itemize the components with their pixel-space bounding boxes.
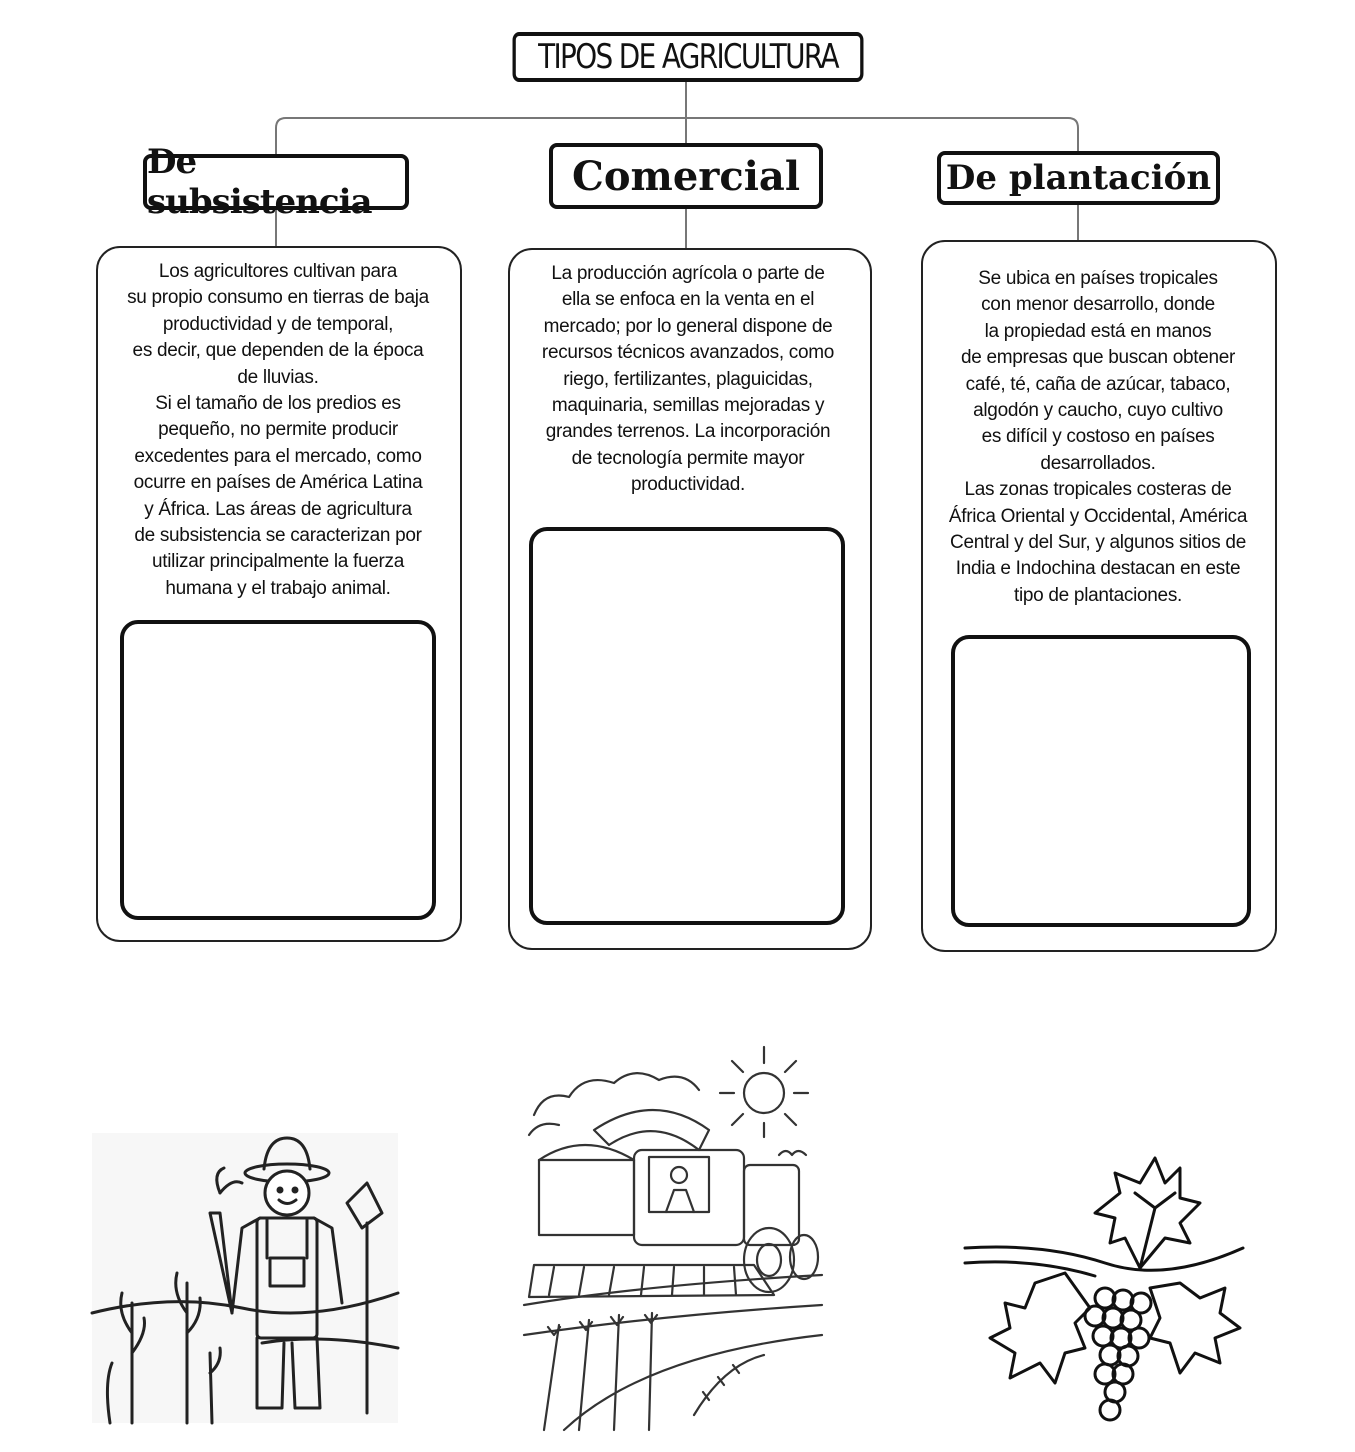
category-commercial-label: Comercial — [549, 143, 823, 209]
commercial-description: La producción agrícola o parte de ella se enfoca en la venta en el mercado; por lo general dispone de recursos técnicos avanzados, como riego, fertilizantes, plaguicidas, maquinaria, semillas mejoradas y grandes terrenos. La incorporación de tecnología permite mayor productividad. — [541, 263, 835, 496]
commercial-image-drop-area[interactable] — [529, 527, 845, 925]
page-title: TIPOS DE AGRICULTURA — [513, 32, 864, 82]
grapevine-illustration[interactable] — [965, 1148, 1245, 1433]
farmer-illustration[interactable] — [92, 1133, 398, 1423]
category-plantation-label: De plantación — [937, 151, 1220, 205]
plantation-image-drop-area[interactable] — [951, 635, 1251, 927]
plantation-description: Se ubica en países tropicales con menor desarrollo, donde la propiedad está en manos de empresas que buscan obtener café, té, caña de azúcar, tabaco, algodón y caucho, cuyo cultivo es difícil y costoso en países desarrollados. Las zonas tropicales costeras de África Oriental y Occidental, América Central y del Sur, y algunos sitios de India e Indochina destacan en este tipo de plantaciones. — [948, 268, 1248, 606]
category-subsistence-label: De subsistencia — [143, 154, 409, 210]
subsistence-image-drop-area[interactable] — [120, 620, 436, 920]
harvester-illustration[interactable] — [524, 1035, 822, 1430]
subsistence-description: Los agricultores cultivan para su propio consumo en tierras de baja productividad y de temporal, es decir, que dependen de la época de lluvias. Si el tamaño de los predios es pequeño, no permite producir excedentes para el mercado, como ocurre en países de América Latina y África. Las áreas de agricultura de subsistencia se caracterizan por utilizar principalmente la fuerza humana y el trabajo animal. — [127, 261, 429, 599]
